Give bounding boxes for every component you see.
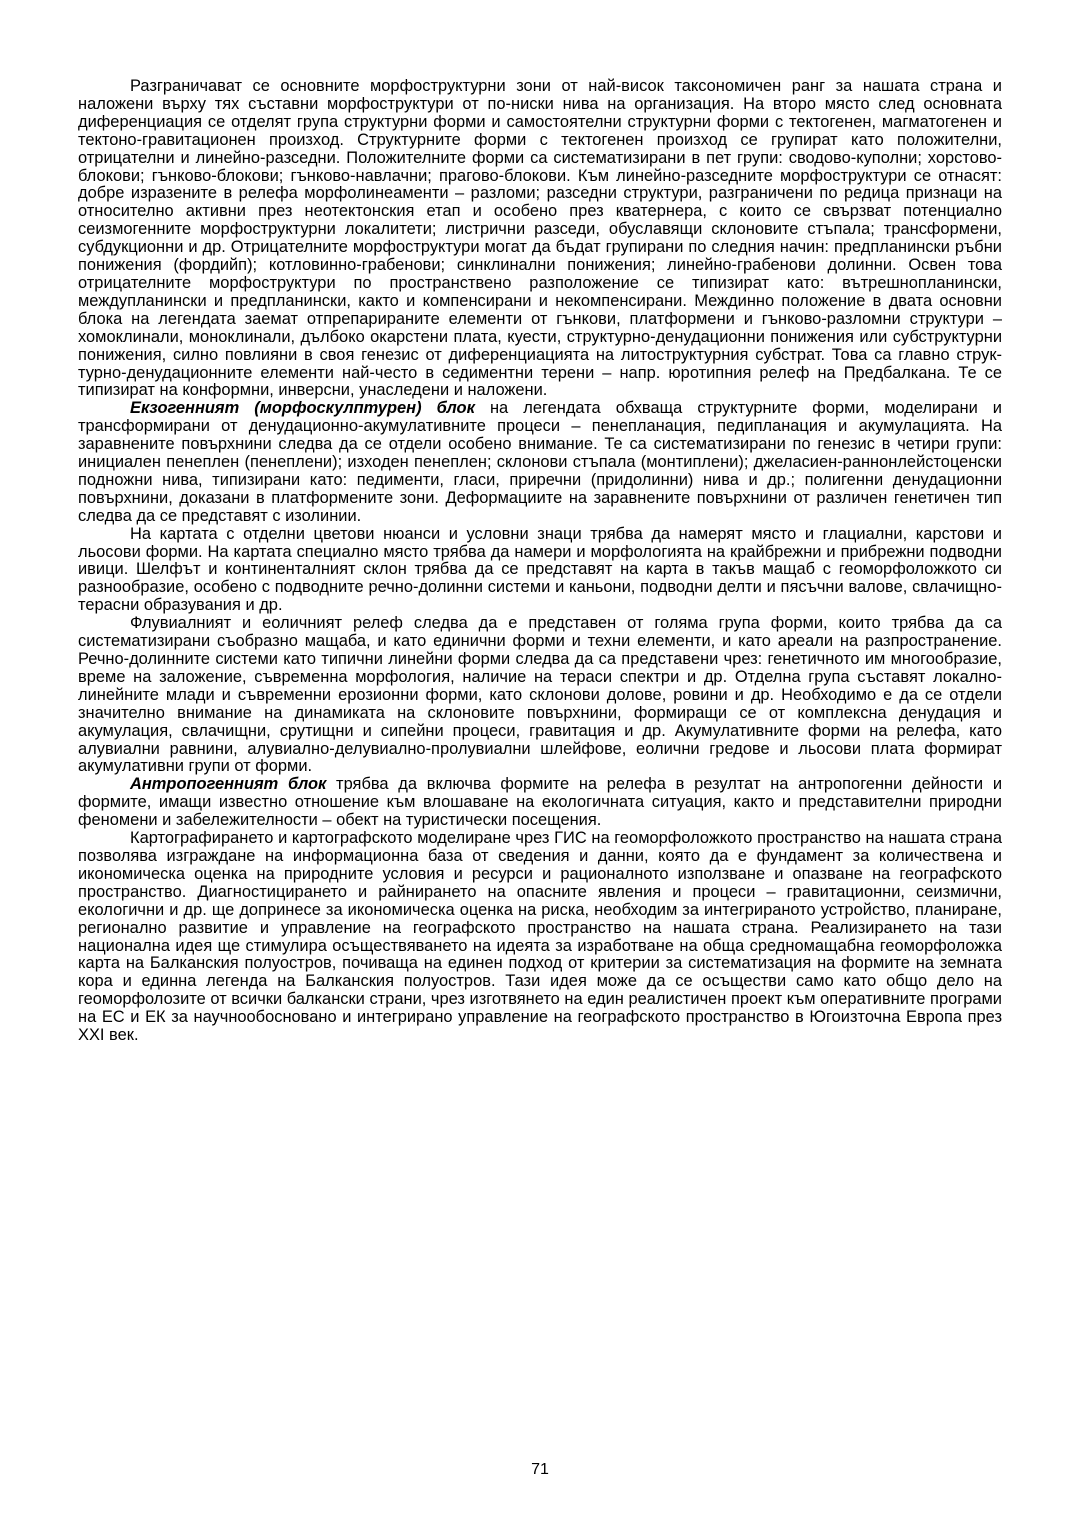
paragraph-exogenous-block	[78, 400, 1002, 525]
paragraph-lead: Антропогенният блок	[130, 775, 327, 794]
paragraph-gis-mapping	[78, 830, 1002, 1045]
paragraph-text: на легендата обхваща структурните форми, моделирани и трансформирани от денудационно-акумулативните процеси – пенепланация, педипланация и акумулацията. На заравнените повърхнини следва да се отдели особено внимание. Те са систематизирани по генезис в четири групи: инициален пенеплен (пенеплени); изходен пенеплен; склонови стъпала (монтиплени); джеласиен-раннонлейстоценски подножни нива, типизирани като: педименти, гласи, приречни (придолинни) нива и др.; полигенни денудационни повърхнини, доказани в платформените зони. Деформациите на заравнените повърхнини от различен генетичен тип следва да се представят с изолинии.	[78, 399, 1002, 525]
paragraph-text: Картографирането и картографското моделиране чрез ГИС на геоморфоложкото пространство на нашата страна позволява изграждане на информационна база от сведения и данни, която да е фундамент за количествена и икономическа оценка на природните условия и ресурси и рационалното използване и опазване на географското пространство. Диагностицирането и райнирането на опасните явления и процеси – гравитационни, сеизмични, екологични и др. ще допринесе за икономическа оценка на риска, необходим за интегрираното устройство, планиране, регионално развитие и управление на географското пространство на нашата страна. Реализирането на тази национална идея ще стимулира осъществяването на идеята за изработване на обща средномащабна геоморфоложка карта на Балканския полуостров, почиваща на единен подход от критерии за систематизация на формите на земната кора и единна легенда на Балканския полуостров. Тази идея може да се осъществи само като общо дело на геоморфолозите от всички балкански страни, чрез изготвянето на един реалистичен проект към оперативните програми на ЕС и ЕК за научнообосновано и интегрирано управление на географското пространство в Югоизточна Европа през XXI век.	[78, 829, 1002, 1045]
paragraph-text: Разграничават се основните морфоструктурни зони от най-висок таксономичен ранг за нашата страна и наложени върху тях съставни морфоструктури от по-ниски нива на организация. На второ място след основната диференциация се отделят група структурни форми и самостоятелни структурни форми с тектогенен, магматогенен и тектоно-гравитационен произход. Структурните форми с тектогенен произход се групират като положителни, отрицателни и линейно-разседни. Положителните форми са систематизирани в пет групи: сводово-куполни; хорстово-блокови; гънково-блокови; гънково-навлачни; прагово-блокови. Към линейно-разседните морфоструктури се отнасят: добре изразените в релефа морфолинеаменти – разломи; разседни структури, разграничени по редица признаци на относително активни през неотектонския етап и особено през кватернера, с които се свързват потенциално сеизмогенните морфоструктурни локалитети; листрични разседи, обуславящи склоновите стъпала; трансформени, субдукционни и др. Отрицателните морфоструктури могат да бъдат групирани по следния начин: предпланински ръбни понижения (фордийп); котловинно-грабенови; синклинални понижения; линейно-грабенови долинни. Освен това отрицателните морфоструктури по пространствено разположение се типизират като: вътрешнопланински, междупланински и предпланински, както и компенсирани и некомпенсирани. Междинно положение в двата основни блока на легендата заемат отпрепарираните елементи от гънкови, платформени и гънково-разломни структури – хомоклинали, моноклинали, дълбоко окарстени плата, куести, структурно-денудационни понижения или субструктурни понижения, силно повлияни в своя генезис от диференциацията на литоструктурния субстрат. Това са главно структурно-денудационните елементи най-често в седиментни терени – напр. юротипния релеф на Предбалкана. Те се типизират на конформни, инверсни, унаследени и наложени.	[78, 77, 1002, 400]
paragraph-morphostructure-zones	[78, 78, 1002, 400]
page-number: 71	[531, 1461, 549, 1478]
document-body	[78, 78, 1002, 1045]
paragraph-anthropogenic-block	[78, 776, 1002, 830]
paragraph-text: Флувиалният и еоличният релеф следва да е представен от голяма група форми, които трябва да са систематизирани съобразно мащаба, и като единични форми и техни елементи, и като ареали на разпространение. Речно-долинните системи като типични линейни форми следва да са представени чрез: генетичното им многообразие, време на заложение, съвременна морфология, наличие на тераси спектри и др. Отделна група съставят локално-линейните млади и съвременни ерозионни форми, като склонови долове, ровини и др. Необходимо е да се отдели значително внимание на динамиката на склоновите повърхнини, формиращи се от комплексна денудация и акумулация, свлачищни, срутищни и сипейни процеси, гравитация и др. Акумулативните форми на релефа, като алувиални равнини, алувиално-делувиално-пролувиални шлейфове, еолични гредове и льосови плата формират акумулативни групи от форми.	[78, 614, 1002, 776]
paragraph-fluvial-aeolian	[78, 615, 1002, 776]
paragraph-glacial-karst	[78, 526, 1002, 616]
paragraph-text: На картата с отделни цветови нюанси и условни знаци трябва да намерят място и глациални, карстови и льосови форми. На картата специално място трябва да намери и морфологията на крайбрежни и прибрежни подводни ивици. Шелфът и континенталният склон трябва да се представят на карта в такъв мащаб с геоморфоложкото си разнообразие, особено с подводните речно-долинни системи и каньони, подводни делти и пясъчни валове, свлачищно-терасни образувания и др.	[78, 524, 1002, 615]
paragraph-text: трябва да включва формите на релефа в резултат на антропогенни дейности и формите, имащи известно отношение към влошаване на екологичната ситуация, както и представителни природни феномени и забележителности – обект на туристически посещения.	[78, 775, 1002, 830]
paragraph-lead: Екзогенният (морфоскулптурен) блок	[130, 399, 475, 418]
